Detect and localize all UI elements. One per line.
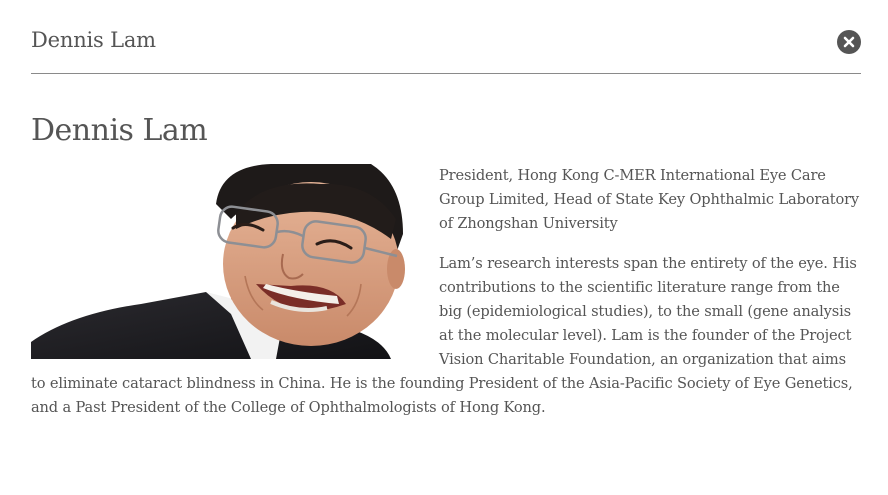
- close-button[interactable]: [837, 30, 861, 54]
- portrait-photo: [31, 164, 406, 359]
- modal-header: [31, 20, 861, 74]
- modal-title: Dennis Lam: [31, 28, 156, 52]
- modal-body: [31, 112, 861, 436]
- bio-role: President, Hong Kong C-MER International Eye Care Group Limited, Head of State Key Ophthalmic Laboratory of Zhongshan University: [439, 167, 860, 232]
- person-name: Dennis Lam: [31, 113, 208, 148]
- close-icon: [837, 30, 861, 54]
- bio-description: Lam’s research interests span the entirety of the eye. His contributions to the scientific literature range from the big (epidemiological studies), to the small (gene analysis at the molecular level). Lam is the founder of the Project Vision Charitable Foundation, an organization that aims to eliminate cataract blindness in China. He is the founding President of the Asia-Pacific Society of Eye Genetics, and a Past President of the College of Ophthalmologists of Hong Kong.: [31, 255, 857, 416]
